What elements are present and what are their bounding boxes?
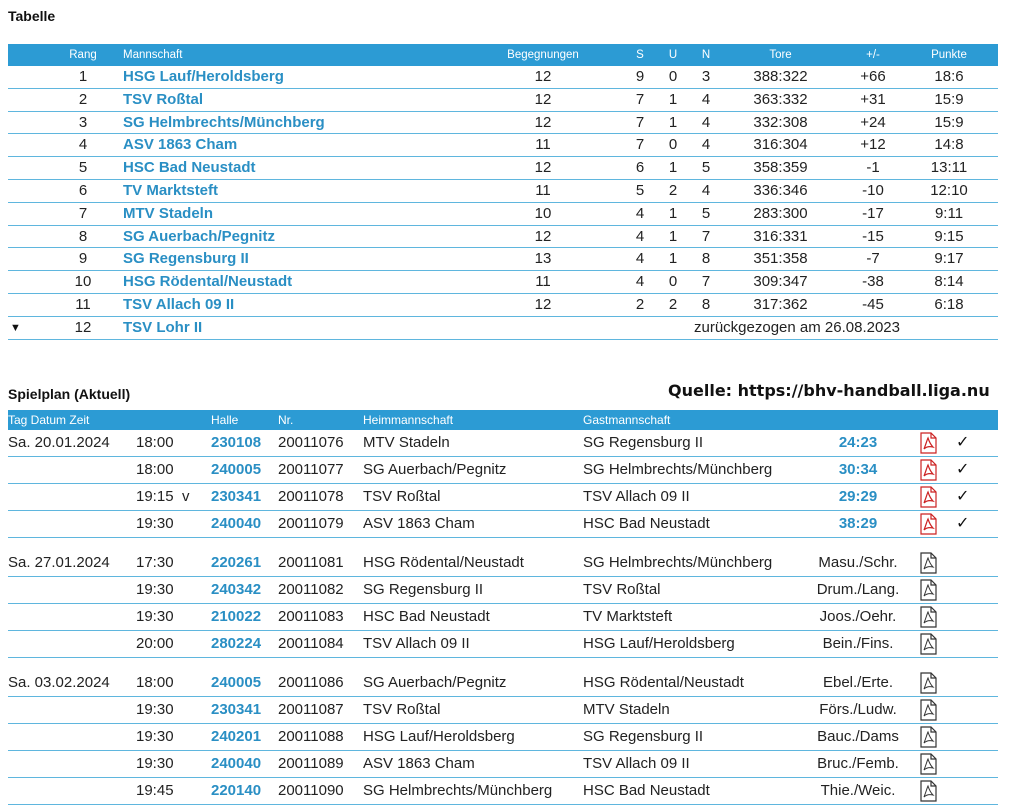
schedule-header [8,410,998,430]
tore: 388:322 [753,68,808,85]
punkte: 14:8 [934,136,964,154]
siege: 4 [635,204,645,222]
game-time: 17:30 [136,554,174,571]
halle-link[interactable]: 240005 [211,674,262,691]
halle-link[interactable]: 240005 [211,461,262,478]
game-row [8,577,998,604]
game-number: 20011076 [278,434,344,451]
tore: 317:362 [753,295,808,313]
niederlagen: 4 [701,136,711,154]
rang: 1 [78,68,88,85]
tordifferenz: -1 [866,159,880,177]
niederlagen: 7 [701,273,711,291]
standings-row [8,226,998,249]
halle-link[interactable]: 220140 [211,782,262,799]
header-gast: Gastmannschaft [583,413,671,427]
rang: 11 [75,295,91,313]
home-team: TSV Allach 09 II [363,635,470,652]
game-row [8,484,998,511]
guest-team: SG Regensburg II [583,728,704,745]
schedule-table [8,410,998,805]
punkte: 8:14 [934,273,964,291]
standings-row [8,271,998,294]
begegnungen: 12 [534,227,552,245]
header-diff[interactable]: +/- [866,49,880,61]
game-number: 20011087 [278,701,344,718]
guest-team: TSV Roßtal [583,581,661,598]
team-link[interactable]: MTV Stadeln [123,204,214,222]
guest-team: SG Helmbrechts/Münchberg [583,554,773,571]
game-row [8,430,998,457]
game-time: 19:30 [136,515,174,532]
unentschieden: 1 [668,159,678,177]
header-rang[interactable]: Rang [69,49,97,61]
game-number: 20011090 [278,782,344,799]
rang: 10 [74,273,92,291]
home-team: SG Helmbrechts/Münchberg [363,782,553,799]
rang: 3 [78,113,88,131]
standings-row [8,66,998,89]
tore: 316:331 [753,227,808,245]
team-link[interactable]: TSV Roßtal [123,90,204,108]
tore: 309:347 [753,273,808,291]
halle-link[interactable]: 240040 [211,515,262,532]
game-number: 20011089 [278,755,344,772]
guest-team: TV Marktsteft [583,608,673,625]
halle-link[interactable]: 220261 [211,554,262,571]
header-nr: Nr. [278,413,294,427]
result-link[interactable]: 24:23 [838,434,878,451]
team-link[interactable]: HSG Rödental/Neustadt [123,273,293,291]
tordifferenz: -15 [862,227,884,245]
unentschieden: 2 [668,295,678,313]
siege: 5 [635,181,645,199]
unentschieden: 1 [668,90,678,108]
game-number: 20011083 [278,608,344,625]
home-team: HSC Bad Neustadt [363,608,490,625]
check-icon: ✓ [956,434,970,451]
game-date: Sa. 03.02.2024 [8,674,110,691]
result-link[interactable]: 29:29 [838,488,878,505]
begegnungen: 11 [535,136,551,154]
check-icon: ✓ [956,461,970,478]
standings-row [8,294,998,317]
halle-link[interactable]: 230341 [211,701,262,718]
result-link[interactable]: 30:34 [838,461,878,478]
home-team: HSG Rödental/Neustadt [363,554,524,571]
result-link[interactable]: 38:29 [838,515,878,532]
home-team: TSV Roßtal [363,701,441,718]
siege: 6 [635,159,645,177]
rang: 9 [78,250,88,268]
tordifferenz: +66 [860,68,886,85]
game-time: 19:15 [136,488,174,505]
tore: 358:359 [753,159,808,177]
punkte: 15:9 [934,90,964,108]
begegnungen: 12 [534,295,552,313]
team-link[interactable]: SG Auerbach/Pegnitz [123,227,275,245]
siege: 4 [635,227,645,245]
header-begegnungen[interactable]: Begegnungen [507,49,579,61]
siege: 9 [635,68,645,85]
game-row [8,670,998,697]
siege: 7 [635,136,645,154]
rang: 7 [78,204,88,222]
tore: 332:308 [753,113,808,131]
game-number: 20011078 [278,488,344,505]
siege: 7 [635,113,645,131]
unentschieden: 2 [668,181,678,199]
game-time: 18:00 [136,461,174,478]
rang: 5 [78,159,88,177]
game-row [8,604,998,631]
header-tore[interactable]: Tore [769,49,792,61]
game-row [8,457,998,484]
unentschieden: 1 [668,113,678,131]
unentschieden: 0 [668,68,678,85]
guest-team: MTV Stadeln [583,701,670,718]
tore: 283:300 [753,204,808,222]
unentschieden: 0 [668,273,678,291]
game-number: 20011077 [278,461,344,478]
rang: 2 [78,90,88,108]
team-link[interactable]: HSC Bad Neustadt [123,159,256,177]
begegnungen: 12 [534,159,552,177]
home-team: SG Auerbach/Pegnitz [363,674,507,691]
team-link[interactable]: TSV Allach 09 II [123,295,235,313]
standings-row-withdrawn [8,317,998,340]
team-link[interactable]: ASV 1863 Cham [123,136,238,154]
niederlagen: 4 [701,90,711,108]
header-halle: Halle [211,413,239,427]
begegnungen: 11 [535,273,551,291]
referees: Bein./Fins. [822,635,894,652]
header-punkte[interactable]: Punkte [931,49,967,61]
standings-title: Tabelle [8,8,56,24]
game-time: 19:45 [136,782,174,799]
collapse-triangle-icon[interactable]: ▼ [10,321,21,334]
tordifferenz: -17 [862,204,884,222]
game-number: 20011079 [278,515,344,532]
game-date: Sa. 27.01.2024 [8,554,110,571]
referees: Ebel./Erte. [822,674,894,691]
header-mannschaft[interactable]: Mannschaft [123,49,183,61]
game-number: 20011082 [278,581,344,598]
check-icon: ✓ [956,488,970,505]
game-number: 20011084 [278,635,344,652]
guest-team: SG Regensburg II [583,434,704,451]
game-row [8,697,998,724]
niederlagen: 7 [701,227,711,245]
punkte: 9:11 [934,204,964,222]
tore: 351:358 [753,250,808,268]
header-u[interactable]: U [668,49,678,61]
tordifferenz: +12 [860,136,886,154]
game-time: 19:30 [136,701,174,718]
game-number: 20011088 [278,728,344,745]
check-icon: ✓ [956,515,970,532]
guest-team: HSC Bad Neustadt [583,515,710,532]
halle-link[interactable]: 240201 [211,728,262,745]
referees: Förs./Ludw. [819,701,897,718]
punkte: 9:15 [934,227,964,245]
standings-row [8,112,998,135]
begegnungen: 11 [535,181,551,199]
niederlagen: 4 [701,181,711,199]
game-time: 19:30 [136,728,174,745]
game-flag: v [182,488,190,505]
pdf-icon[interactable] [918,633,938,663]
halle-link[interactable]: 230108 [211,434,262,451]
halle-link[interactable]: 280224 [211,635,262,652]
home-team: ASV 1863 Cham [363,515,475,532]
tore: 363:332 [753,90,808,108]
tore: 336:346 [753,181,808,199]
punkte: 12:10 [930,181,968,199]
home-team: ASV 1863 Cham [363,755,475,772]
source-note: Quelle: https://bhv-handball.liga.nu [668,381,990,400]
referees: Bruc./Femb. [817,755,899,772]
punkte: 9:17 [934,250,964,268]
siege: 4 [635,250,645,268]
schedule-body [8,430,998,805]
punkte: 6:18 [934,295,964,313]
referees: Thie./Weic. [820,782,896,799]
home-team: HSG Lauf/Heroldsberg [363,728,515,745]
game-number: 20011086 [278,674,344,691]
team-link[interactable]: TSV Lohr II [123,318,203,336]
punkte: 13:11 [930,159,968,177]
tordifferenz: +31 [860,90,886,108]
guest-team: TSV Allach 09 II [583,755,690,772]
guest-team: HSC Bad Neustadt [583,782,710,799]
unentschieden: 1 [668,250,678,268]
game-row [8,550,998,577]
tordifferenz: +24 [860,113,886,131]
halle-link[interactable]: 210022 [211,608,262,625]
game-time: 20:00 [136,635,174,652]
halle-link[interactable]: 230341 [211,488,262,505]
referees: Masu./Schr. [818,554,898,571]
schedule-title: Spielplan (Aktuell) [8,386,131,402]
begegnungen: 12 [534,113,552,131]
header-tag-datum-zeit: Tag Datum Zeit [8,413,90,427]
unentschieden: 1 [668,204,678,222]
unentschieden: 0 [668,136,678,154]
punkte: 18:6 [934,68,964,85]
game-time: 19:30 [136,581,174,598]
niederlagen: 8 [701,295,711,313]
tordifferenz: -10 [862,181,884,199]
team-link[interactable]: SG Regensburg II [123,250,249,268]
rang: 12 [74,318,92,336]
begegnungen: 12 [534,90,552,108]
tordifferenz: -7 [866,250,880,268]
punkte: 15:9 [934,113,964,131]
home-team: SG Auerbach/Pegnitz [363,461,507,478]
game-time: 19:30 [136,608,174,625]
unentschieden: 1 [668,227,678,245]
referees: Drum./Lang. [816,581,900,598]
home-team: MTV Stadeln [363,434,450,451]
rang: 8 [78,227,88,245]
withdrawn-note: zurückgezogen am 26.08.2023 [694,318,900,336]
pdf-icon[interactable] [918,513,938,543]
guest-team: SG Helmbrechts/Münchberg [583,461,773,478]
niederlagen: 5 [701,204,711,222]
siege: 2 [635,295,645,313]
header-s[interactable]: S [636,49,644,61]
rang: 6 [78,181,88,199]
guest-team: HSG Lauf/Heroldsberg [583,635,735,652]
halle-link[interactable]: 240342 [211,581,262,598]
team-link[interactable]: SG Helmbrechts/Münchberg [123,113,325,131]
niederlagen: 5 [701,159,711,177]
begegnungen: 13 [534,250,552,268]
game-time: 18:00 [136,674,174,691]
game-row [8,724,998,751]
day-spacer [8,538,998,550]
begegnungen: 10 [534,204,552,222]
niederlagen: 4 [701,113,711,131]
standings-row [8,157,998,180]
team-link[interactable]: HSG Lauf/Heroldsberg [123,68,284,85]
standings-row [8,180,998,203]
halle-link[interactable]: 240040 [211,755,262,772]
game-row [8,778,998,805]
niederlagen: 3 [701,68,711,85]
game-row [8,511,998,538]
standings-header [8,44,998,66]
team-link[interactable]: TV Marktsteft [123,181,219,199]
guest-team: HSG Rödental/Neustadt [583,674,744,691]
referees: Bauc./Dams [817,728,899,745]
begegnungen: 12 [534,68,552,85]
siege: 7 [635,90,645,108]
tore: 316:304 [753,136,808,154]
rang: 4 [78,136,88,154]
game-number: 20011081 [278,554,344,571]
standings-row [8,203,998,226]
pdf-icon[interactable] [918,780,938,810]
header-n[interactable]: N [701,49,711,61]
game-date: Sa. 20.01.2024 [8,434,110,451]
standings-row [8,248,998,271]
home-team: TSV Roßtal [363,488,441,505]
game-time: 19:30 [136,755,174,772]
standings-table [8,44,998,340]
referees: Joos./Oehr. [819,608,897,625]
header-heim: Heimmannschaft [363,413,454,427]
game-row [8,631,998,658]
niederlagen: 8 [701,250,711,268]
game-time: 18:00 [136,434,174,451]
guest-team: TSV Allach 09 II [583,488,690,505]
game-row [8,751,998,778]
standings-row [8,134,998,157]
siege: 4 [635,273,645,291]
tordifferenz: -45 [862,295,884,313]
day-spacer [8,658,998,670]
standings-row [8,89,998,112]
tordifferenz: -38 [862,273,884,291]
standings-body [8,66,998,317]
home-team: SG Regensburg II [363,581,484,598]
